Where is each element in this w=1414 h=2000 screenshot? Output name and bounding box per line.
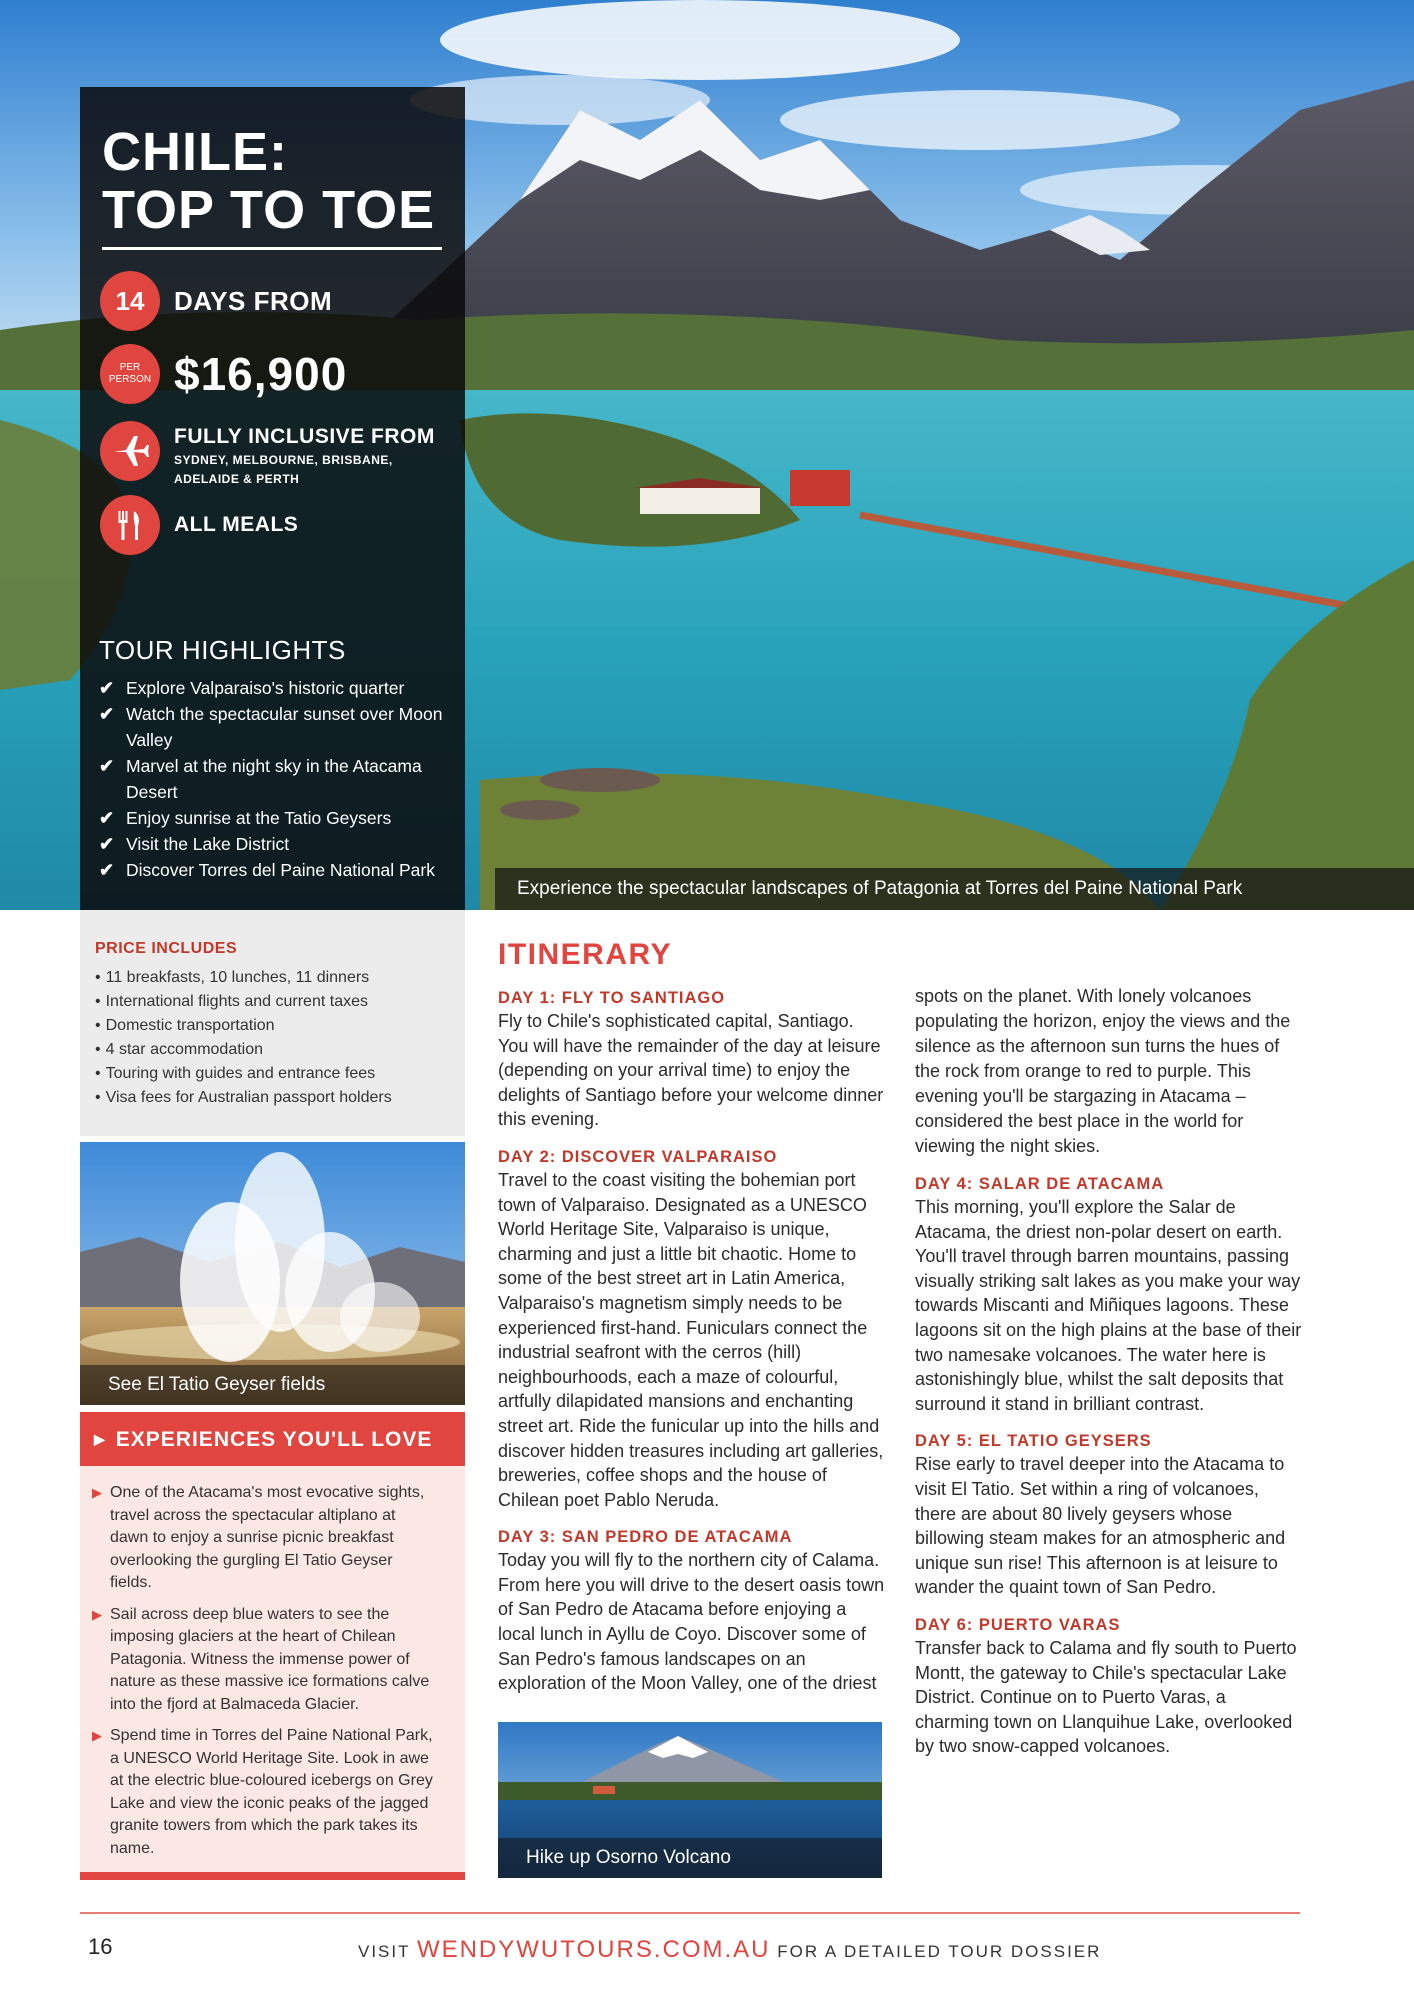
check-icon: ✔ xyxy=(99,678,115,698)
check-icon: ✔ xyxy=(99,808,115,828)
list-item: ✔ Explore Valparaiso's historic quarter xyxy=(99,675,449,701)
check-icon: ✔ xyxy=(99,860,115,880)
airplane-icon xyxy=(100,421,160,481)
days-badge: 14 xyxy=(100,271,160,331)
list-item: • International flights and current taxes xyxy=(95,990,450,1014)
list-item: ▶ One of the Atacama's most evocative sights, travel across the spectacular altiplano at dawn to enjoy a sunrise picnic breakfast overlooking the gurgling El Tatio Geyser fields. xyxy=(92,1482,435,1595)
tour-title-line2: TOP TO TOE xyxy=(102,180,436,240)
day-3 xyxy=(498,1526,886,1696)
tour-price: $16,900 xyxy=(174,348,348,400)
day-text: Fly to Chile's sophisticated capital, Santiago. You will have the remainder of the day at leisure (depending on your arrival time) to enjoy the delights of Santiago before your welcome dinner this evening. xyxy=(498,1011,884,1130)
highlights-list xyxy=(99,675,449,883)
osorno-caption: Hike up Osorno Volcano xyxy=(498,1838,882,1878)
inclusive-label: FULLY INCLUSIVE FROM xyxy=(174,425,435,448)
osorno-photo xyxy=(498,1722,882,1878)
inclusive-stat xyxy=(100,421,435,489)
check-icon: ✔ xyxy=(99,704,115,724)
tour-title xyxy=(102,123,435,239)
day-title: DAY 4: SALAR DE ATACAMA xyxy=(915,1175,1165,1193)
day-text: Transfer back to Calama and fly south to Puerto Montt, the gateway to Chile's spectacular Lake District. Continue on to Puerto Varas, a charming town on Llanquihue Lake, overlooked by two snow-capped volcanoes. xyxy=(915,1637,1297,1757)
list-item: • Domestic transportation xyxy=(95,1014,450,1038)
departure-cities-1: SYDNEY, MELBOURNE, BRISBANE, xyxy=(174,453,393,467)
meals-label: ALL MEALS xyxy=(174,513,299,536)
price-includes-list xyxy=(95,966,450,1110)
arrow-right-icon: ▶ xyxy=(92,1606,102,1622)
per-person-badge: PER PERSON xyxy=(100,344,160,404)
day-title: DAY 2: DISCOVER VALPARAISO xyxy=(498,1147,778,1166)
list-item: ✔ Enjoy sunrise at the Tatio Geysers xyxy=(99,805,449,831)
day-title: DAY 5: EL TATIO GEYSERS xyxy=(915,1432,1152,1451)
meals-stat xyxy=(100,495,298,555)
day-text: Travel to the coast visiting the bohemian port town of Valparaiso. Designated as a UNESCO World Heritage Site, Valparaiso is unique, charming and just a little bit chaotic. Home to some of the best street art in Latin America, Valparaiso's magnetism simply needs to be experienced first-hand. Funiculars connect the industrial seafront with the cerros (hill) neighbourhoods, each a maze of colourful, artfully dilapidated mansions and enchanting street art. Ride the funicular up into the hills and discover hidden treasures including art galleries, breweries, coffee shops and the house of Chilean poet Pablo Neruda. xyxy=(498,1169,884,1510)
day-2 xyxy=(498,1146,886,1512)
days-label: DAYS FROM xyxy=(174,285,333,316)
cutlery-icon xyxy=(100,495,160,555)
itinerary-column-1 xyxy=(498,987,886,1710)
page-number: 16 xyxy=(88,1934,113,1959)
day-title: DAY 6: PUERTO VARAS xyxy=(915,1615,1121,1634)
day-title: DAY 3: SAN PEDRO DE ATACAMA xyxy=(498,1528,793,1547)
day-title: DAY 1: FLY TO SANTIAGO xyxy=(498,989,726,1007)
day-1 xyxy=(498,987,886,1132)
arrow-right-icon: ▶ xyxy=(92,1728,102,1743)
day-text: Today you will fly to the northern city of Calama. From here you will drive to the desert oasis town of San Pedro de Atacama before enjoying a local lunch in Ayllu de Coyo. Discover some of San Pedro's famous landscapes on an exploration of the Moon Valley, one of the driest xyxy=(498,1550,885,1694)
day-4 xyxy=(915,1173,1303,1416)
check-icon: ✔ xyxy=(99,756,115,776)
departure-cities-2: ADELAIDE & PERTH xyxy=(174,472,300,486)
day-text: This morning, you'll explore the Salar de Atacama, the driest non-polar desert on earth. You'll travel through barren mountains, passing visually striking salt lakes as you make your way towards Miscanti and Miñiques lagoons. These lagoons sit on the high plains at the base of their two namesake volcanoes. The water here is astonishingly blue, whilst the salt deposits that surround it stand in brilliant contrast. xyxy=(915,1197,1302,1414)
list-item: ✔ Visit the Lake District xyxy=(99,831,449,857)
duration-stat xyxy=(100,271,332,331)
price-includes-title: PRICE INCLUDES xyxy=(95,940,238,957)
website-link[interactable]: WENDYWUTOURS.COM.AU xyxy=(416,1936,771,1963)
tour-summary-panel xyxy=(80,87,465,910)
price-stat xyxy=(100,344,347,404)
list-item: • Touring with guides and entrance fees xyxy=(95,1062,450,1086)
list-item: ▶ Sail across deep blue waters to see the imposing glaciers at the heart of Chilean Patagonia. Witness the immense power of nature as these massive ice formations calve into the fjord at Balmaceda Glacier. xyxy=(92,1604,435,1717)
check-icon: ✔ xyxy=(99,834,115,854)
day-5 xyxy=(915,1430,1303,1600)
geyser-photo xyxy=(80,1142,465,1405)
day-3-continued: spots on the planet. With lonely volcanoes populating the horizon, enjoy the views and the silence as the afternoon sun turns the hues of the rock from orange to red to purple. This evening you'll be stargazing in Atacama – considered the best place in the world for viewing the night skies. xyxy=(915,986,1291,1156)
hero-section xyxy=(0,0,1414,910)
footer-divider xyxy=(80,1912,1300,1914)
itinerary-column-2 xyxy=(915,984,1303,1773)
list-item: ✔ Marvel at the night sky in the Atacama Desert xyxy=(99,753,449,805)
highlights-title: TOUR HIGHLIGHTS xyxy=(99,635,346,665)
list-item: • Visa fees for Australian passport holders xyxy=(95,1086,450,1110)
tour-title-line1: CHILE: xyxy=(102,122,288,182)
list-item: ▶ Spend time in Torres del Paine National Park, a UNESCO World Heritage Site. Look in awe at the electric blue-coloured icebergs on Grey Lake and view the iconic peaks of the jagged granite towers from which the park takes its name. xyxy=(92,1725,435,1860)
arrow-right-icon: ▶ xyxy=(92,1485,102,1500)
experiences-box xyxy=(80,1466,465,1880)
list-item: ✔ Watch the spectacular sunset over Moon Valley xyxy=(99,701,449,753)
footer-text xyxy=(358,1936,1101,1964)
list-item: • 11 breakfasts, 10 lunches, 11 dinners xyxy=(95,966,450,990)
price-includes-box xyxy=(80,910,465,1136)
day-6 xyxy=(915,1614,1303,1759)
footer-suffix: FOR A DETAILED TOUR DOSSIER xyxy=(777,1942,1102,1961)
list-item: • 4 star accommodation xyxy=(95,1038,450,1062)
itinerary-title: ITINERARY xyxy=(498,938,673,971)
experiences-header xyxy=(80,1412,465,1466)
geyser-caption: See El Tatio Geyser fields xyxy=(80,1365,465,1405)
experiences-title: EXPERIENCES YOU'LL LOVE xyxy=(115,1428,433,1451)
title-divider xyxy=(102,247,442,250)
list-item: ✔ Discover Torres del Paine National Park xyxy=(99,857,449,883)
arrow-right-icon: ▶ xyxy=(94,1431,106,1447)
day-text: Rise early to travel deeper into the Atacama to visit El Tatio. Set within a ring of volcanoes, there are about 80 lively geysers whose billowing steam makes for an atmospheric and unique sun rise! This afternoon is at leisure to wander the quaint town of San Pedro. xyxy=(915,1454,1286,1598)
hero-caption: Experience the spectacular landscapes of Patagonia at Torres del Paine National Park xyxy=(495,868,1414,910)
footer-visit: VISIT xyxy=(358,1942,411,1961)
